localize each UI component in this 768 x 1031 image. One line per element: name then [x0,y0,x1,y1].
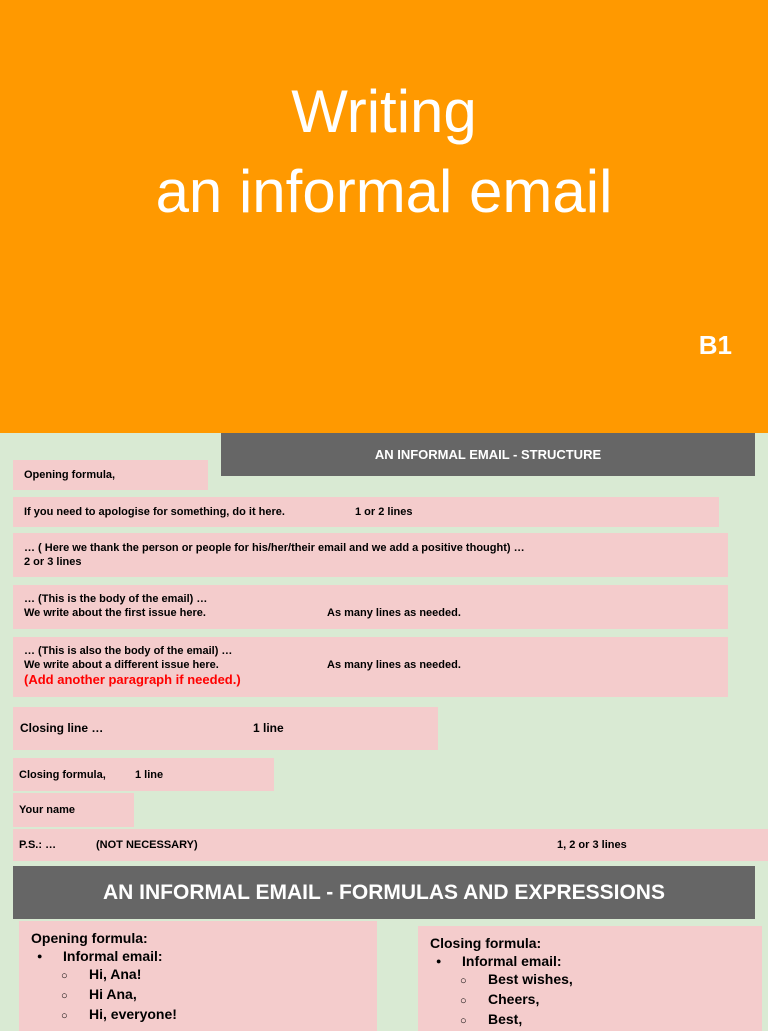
your-name-text: Your name [19,804,76,816]
body1-text: … (This is the body of the email) … [24,593,208,605]
body2-text: … (This is also the body of the email) … [24,645,233,657]
body1-lines: As many lines as needed. [327,607,461,619]
closing-line-lines: 1 line [253,721,284,735]
opening-formula-text: Opening formula, [24,469,116,481]
body2-box [13,637,728,697]
closing-line-box [13,707,438,750]
closing-formula-item: ○ Cheers, [430,990,750,1010]
ps-text: P.S.: … [19,839,57,851]
thanks-lines: 2 or 3 lines [24,556,82,568]
closing-formula-box [13,758,274,791]
ps-box [13,829,768,861]
opening-formula-item: ○ Hi Ana, [31,985,365,1005]
structure-heading-text: AN INFORMAL EMAIL - STRUCTURE [374,447,602,462]
ps-lines: 1, 2 or 3 lines [557,839,627,851]
body2-detail: We write about a different issue here. [24,659,219,671]
closing-formula-item: ○ Best, [430,1010,750,1030]
level-badge: B1 [698,330,732,360]
closing-line-text: Closing line … [20,721,104,735]
opening-formulas-title: Opening formula: [31,930,148,946]
apologise-box [13,497,719,527]
closing-formulas-category: ● Informal email: [430,952,750,970]
opening-formula-box [13,460,208,490]
formulas-heading-text: AN INFORMAL EMAIL - FORMULAS AND EXPRESSIONS [103,880,665,904]
body1-box [13,585,728,629]
body1-detail: We write about the first issue here. [24,607,206,619]
opening-formula-item: ○ Hi, Ana! [31,965,365,985]
opening-formulas-box [19,921,377,1031]
body2-lines: As many lines as needed. [327,659,461,671]
closing-formulas-box [418,926,762,1031]
title-line-2: an informal email [155,158,613,225]
closing-formula-lines: 1 line [135,769,164,781]
content-area [0,433,768,1027]
ps-note: (NOT NECESSARY) [96,839,198,851]
opening-formula-item: ○ Hi, everyone! [31,1005,365,1025]
formulas-heading [13,866,755,919]
thanks-box [13,533,728,577]
closing-formula-text: Closing formula, [19,769,106,781]
title-line-1: Writing [291,78,477,145]
structure-heading [221,433,755,476]
thanks-text: … ( Here we thank the person or people for his/her/their email and we add a positive thought) … [24,542,525,554]
your-name-box [13,793,134,827]
page-title [0,72,768,232]
title-banner [0,0,768,433]
opening-formulas-category: ● Informal email: [31,947,365,965]
closing-formulas-title: Closing formula: [430,935,542,951]
apologise-text: If you need to apologise for something, do it here. [24,506,285,518]
closing-formula-item: ○ Best wishes, [430,970,750,990]
apologise-lines: 1 or 2 lines [355,506,413,518]
body2-note: (Add another paragraph if needed.) [24,672,241,687]
